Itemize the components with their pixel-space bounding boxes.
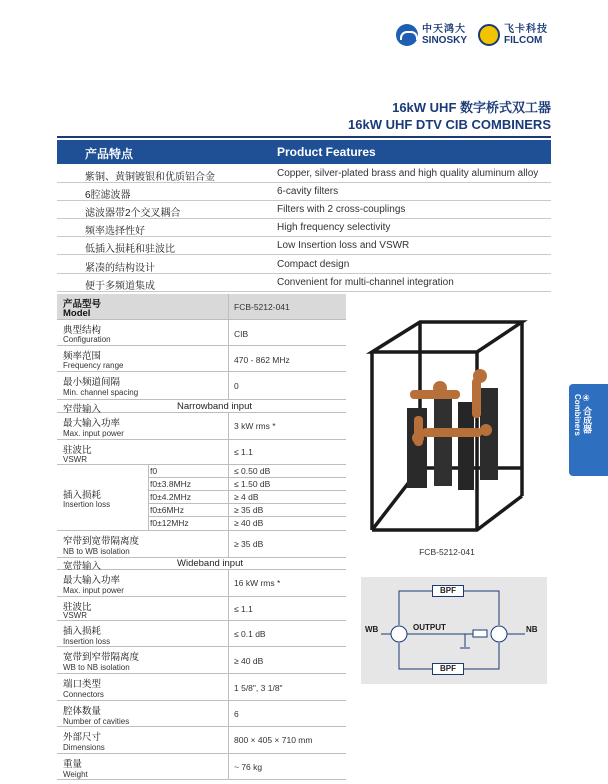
spec-value: 1 5/8", 3 1/8" (234, 683, 283, 693)
spec-row-nb-vswr (57, 440, 346, 465)
il-condition: f0±6MHz (150, 505, 184, 515)
narrowband-section (57, 401, 346, 413)
feature-row (57, 165, 551, 183)
spec-label-en: Insertion loss (63, 500, 111, 509)
spec-label-cn: 重量 (63, 759, 83, 770)
feature-cn: 6腔滤波器 (85, 190, 131, 201)
spec-value: FCB-5212-041 (234, 302, 290, 312)
feature-cn: 频率选择性好 (85, 226, 145, 237)
title-divider (57, 136, 551, 138)
il-value: ≥ 40 dB (234, 518, 264, 528)
spec-label-cn: 腔体数量 (63, 706, 102, 717)
spec-label-en: Dimensions (63, 743, 105, 752)
spec-divider (228, 701, 229, 726)
il-row (148, 478, 346, 491)
features-header-en: Product Features (277, 145, 376, 159)
feature-en: High frequency selectivity (277, 222, 391, 233)
spec-value: 16 kW rms * (234, 578, 281, 588)
spec-label-en: Model (63, 308, 91, 319)
spec-divider (228, 320, 229, 345)
spec-value: ≤ 0.1 dB (234, 629, 266, 639)
spec-divider (228, 440, 229, 464)
il-condition: f0±12MHz (150, 518, 189, 528)
spec-value: ≥ 35 dB (234, 539, 264, 549)
spec-label-en: Min. channel spacing (63, 388, 139, 397)
features-header-cn: 产品特点 (85, 147, 134, 161)
spec-row-model (57, 294, 346, 320)
feature-row (57, 274, 551, 292)
spec-value: 0 (234, 381, 239, 391)
spec-row-nb-insertion-loss (57, 465, 148, 531)
sinosky-logo-en: SINOSKY (422, 35, 468, 46)
feature-cn: 低插入损耗和驻波比 (85, 244, 175, 255)
filcom-logo-en: FILCOM (504, 35, 543, 46)
il-value: ≤ 1.50 dB (234, 479, 271, 489)
spec-label-en: NB to WB isolation (63, 547, 130, 556)
schematic-diagram (361, 577, 547, 684)
spec-divider (228, 621, 229, 646)
feature-cn: 紫铜、黄铜镀银和优质铝合金 (85, 172, 215, 183)
spec-row-wb-insertion-loss (57, 621, 346, 647)
spec-row-wb-vswr (57, 597, 346, 621)
bpf-top: BPF (432, 585, 464, 597)
side-tab-en: Combiners (573, 394, 582, 436)
feature-row (57, 183, 551, 201)
narrowband-title-en: Narrowband input (177, 401, 252, 412)
spec-label-cn: 插入损耗 (63, 490, 102, 501)
spec-label-en: Weight (63, 770, 88, 779)
spec-row-cavities (57, 701, 346, 727)
spec-divider (228, 754, 229, 779)
wideband-title-en: Wideband input (177, 558, 244, 569)
page-title-en: 16kW UHF DTV CIB COMBINERS (348, 117, 551, 132)
il-value: ≥ 4 dB (234, 492, 259, 502)
sinosky-logo (396, 24, 467, 46)
spec-row-connectors (57, 674, 346, 701)
il-row (148, 517, 346, 531)
spec-label-en: Max. input power (63, 586, 124, 595)
schematic-output: OUTPUT (413, 623, 446, 632)
spec-label-en: Configuration (63, 335, 111, 344)
spec-divider (228, 413, 229, 439)
feature-en: 6-cavity filters (277, 186, 339, 197)
spec-row-nb-isolation (57, 531, 346, 558)
spec-label-cn: 最大输入功率 (63, 575, 121, 586)
filcom-logo-cn: 飞卡科技 (504, 24, 548, 35)
page-title-cn: 16kW UHF 数字桥式双工器 (392, 100, 551, 115)
spec-row-min-spacing (57, 372, 346, 400)
spec-divider (228, 570, 229, 596)
wideband-title-cn: 宽带输入 (63, 561, 102, 572)
spec-row-nb-power (57, 413, 346, 440)
spec-label-cn: 端口类型 (63, 679, 102, 690)
il-row (148, 465, 346, 478)
photo-caption: FCB-5212-041 (419, 547, 475, 557)
spec-value: ≤ 1.1 (234, 447, 253, 457)
spec-divider (228, 531, 229, 557)
sinosky-logo-icon (396, 24, 418, 46)
features-header (57, 140, 551, 164)
spec-value: CIB (234, 329, 249, 339)
filcom-logo (478, 24, 548, 46)
spec-label-en: Connectors (63, 690, 104, 699)
il-row (148, 491, 346, 504)
schematic-wb: WB (365, 625, 379, 634)
feature-en: Compact design (277, 259, 350, 270)
spec-row-weight (57, 754, 346, 780)
side-tab-cn: ④ 合成器 (582, 394, 592, 434)
feature-en: Copper, silver-plated brass and high quality aluminum alloy (277, 168, 539, 179)
spec-label-en: Max. input power (63, 429, 124, 438)
schematic-nb: NB (526, 625, 538, 634)
il-value: ≥ 35 dB (234, 505, 264, 515)
spec-divider (228, 294, 229, 319)
product-photo (362, 318, 532, 540)
il-row (148, 504, 346, 517)
spec-divider (228, 727, 229, 753)
spec-row-wb-isolation (57, 647, 346, 674)
feature-en: Convenient for multi-channel integration (277, 277, 454, 288)
feature-row (57, 201, 551, 219)
feature-en: Low Insertion loss and VSWR (277, 240, 410, 251)
spec-value: ≤ 1.1 (234, 604, 253, 614)
spec-label-cn: 驻波比 (63, 445, 92, 456)
filcom-logo-icon (478, 24, 500, 46)
wideband-section (57, 558, 346, 570)
side-tab-combiners[interactable] (569, 384, 608, 476)
spec-divider (228, 372, 229, 399)
spec-divider (228, 597, 229, 620)
spec-row-wb-power (57, 570, 346, 597)
spec-row-frequency (57, 346, 346, 372)
spec-label-cn: 外部尺寸 (63, 732, 102, 743)
sinosky-logo-cn: 中天鸿大 (422, 24, 466, 35)
spec-label-en: Insertion loss (63, 637, 111, 646)
spec-label-en: Number of cavities (63, 717, 130, 726)
feature-cn: 便于多频道集成 (85, 281, 155, 292)
narrowband-title-cn: 窄带输入 (63, 404, 102, 415)
spec-label-cn: 典型结构 (63, 325, 102, 336)
feature-en: Filters with 2 cross-couplings (277, 204, 406, 215)
spec-value: ≥ 40 dB (234, 656, 264, 666)
spec-label-cn: 驻波比 (63, 602, 92, 613)
spec-label-cn: 频率范围 (63, 351, 102, 362)
spec-divider (228, 674, 229, 700)
spec-row-dimensions (57, 727, 346, 754)
spec-label-en: VSWR (63, 611, 87, 620)
spec-value: 6 (234, 709, 239, 719)
spec-label-cn: 最小频道间隔 (63, 377, 121, 388)
spec-label-cn: 最大输入功率 (63, 418, 121, 429)
spec-label-cn: 插入损耗 (63, 626, 102, 637)
feature-row (57, 237, 551, 255)
spec-value: ~ 76 kg (234, 762, 263, 772)
il-value: ≤ 0.50 dB (234, 466, 271, 476)
spec-divider (228, 346, 229, 371)
il-condition: f0 (150, 466, 158, 476)
feature-row (57, 219, 551, 237)
spec-label-cn: 宽带到窄带隔离度 (63, 652, 140, 663)
spec-divider (228, 647, 229, 673)
feature-cn: 紧凑的结构设计 (85, 263, 155, 274)
spec-label-en: Frequency range (63, 361, 124, 370)
spec-value: 800 × 405 × 710 mm (234, 735, 313, 745)
feature-row (57, 256, 551, 274)
spec-label-cn: 产品型号 (63, 299, 102, 310)
feature-cn: 滤波器带2个交叉耦合 (85, 208, 181, 219)
spec-row-configuration (57, 320, 346, 346)
spec-label-cn: 窄带到宽带隔离度 (63, 536, 140, 547)
spec-value: 470 - 862 MHz (234, 355, 290, 365)
bpf-bottom: BPF (432, 663, 464, 675)
spec-label-en: VSWR (63, 455, 87, 464)
il-condition: f0±3.8MHz (150, 479, 192, 489)
spec-value: 3 kW rms * (234, 421, 276, 431)
spec-label-en: WB to NB isolation (63, 663, 130, 672)
il-condition: f0±4.2MHz (150, 492, 192, 502)
